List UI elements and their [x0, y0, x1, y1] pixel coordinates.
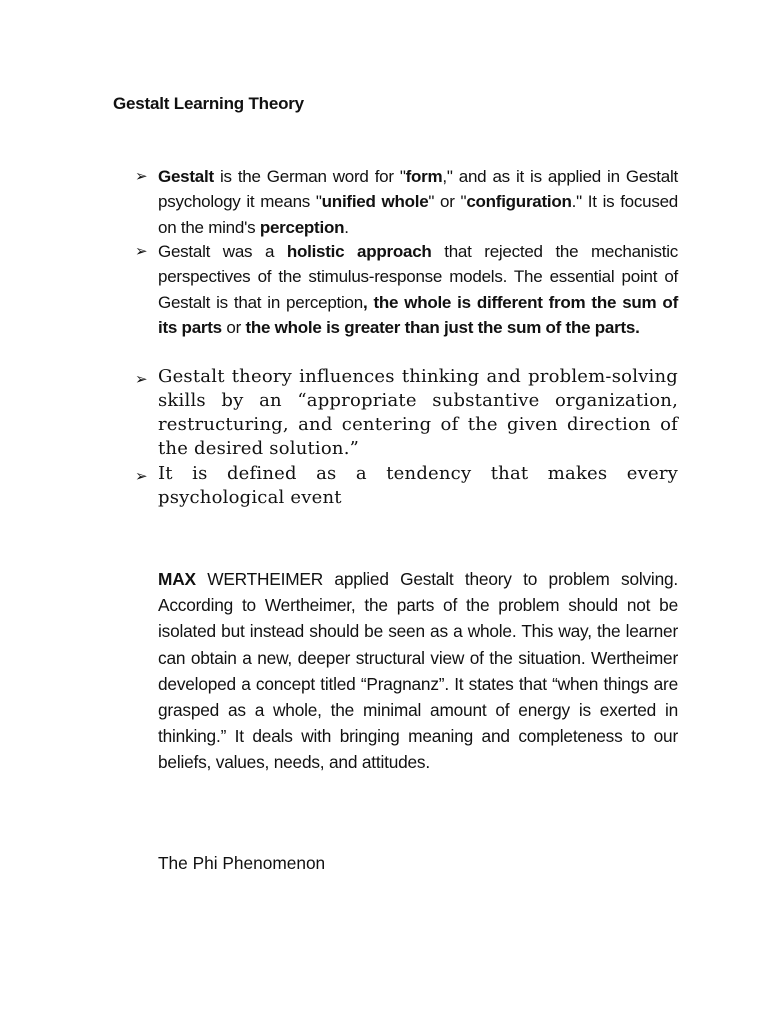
- arrow-bullet-icon: ➢: [135, 467, 148, 485]
- bold-text-run: form: [405, 167, 443, 186]
- paragraph-body: WERTHEIMER applied Gestalt theory to problem solving. According to Wertheimer, the parts of the problem should not be isolated but instead should be seen as a whole. This way, the learner can obtain a new, deeper structural view of the situation. Wertheimer developed a concept titled “Pragnanz”. It states that “when things are grasped as a whole, the minimal amount of energy is exerted in thinking.” It deals with bringing meaning and completeness to our beliefs, values, needs, and attitudes.: [158, 569, 678, 773]
- bullet-text: [158, 167, 678, 237]
- arrow-bullet-icon: ➢: [135, 370, 148, 388]
- arrow-bullet-icon: ➢: [135, 242, 148, 260]
- text-run: Gestalt theory influences thinking and problem-solving skills by an “appropriate substantive organization, restructuring, and centering of the given direction of the desired solution.”: [158, 366, 678, 459]
- bullet-item: [133, 164, 678, 239]
- bold-text-run: the whole is greater than just the sum of the parts.: [245, 317, 640, 337]
- bold-text-run: unified whole: [321, 192, 429, 212]
- bold-text-run: configuration: [466, 192, 572, 212]
- text-run: ." It is focused on the mind's: [158, 192, 678, 237]
- bullet-item: [133, 462, 678, 514]
- text-run: that rejected the mechanistic perspectives of the stimulus-response models. The essential point of Gestalt is that in perception: [158, 242, 679, 312]
- text-run: .: [344, 217, 349, 237]
- arrow-bullet-icon: ➢: [135, 167, 148, 185]
- bold-text-run: Gestalt: [158, 167, 214, 186]
- bullet-text: [158, 366, 678, 459]
- text-run: ," and as it is applied in Gestalt psychology it means ": [158, 167, 678, 212]
- bullet-item: [133, 365, 678, 462]
- bullet-text: [158, 242, 678, 337]
- text-run: " or ": [428, 192, 467, 212]
- document-title: Gestalt Learning Theory: [113, 94, 304, 113]
- bullet-list: [133, 164, 678, 514]
- bold-text-run: holistic approach: [286, 242, 432, 261]
- wertheimer-paragraph: [158, 566, 678, 776]
- bold-text-run: perception: [259, 217, 345, 237]
- text-run: or: [221, 317, 246, 337]
- bullet-text: [158, 463, 678, 508]
- text-run: Gestalt was a: [158, 242, 287, 261]
- section-heading: The Phi Phenomenon: [158, 853, 326, 873]
- text-run: is the German word for ": [213, 167, 406, 186]
- bullet-item: [133, 239, 678, 365]
- paragraph-lead: MAX: [158, 569, 196, 589]
- bold-text-run: , the whole is different from the sum of its parts: [158, 292, 678, 337]
- text-run: It is defined as a tendency that makes every psychological event: [158, 463, 678, 508]
